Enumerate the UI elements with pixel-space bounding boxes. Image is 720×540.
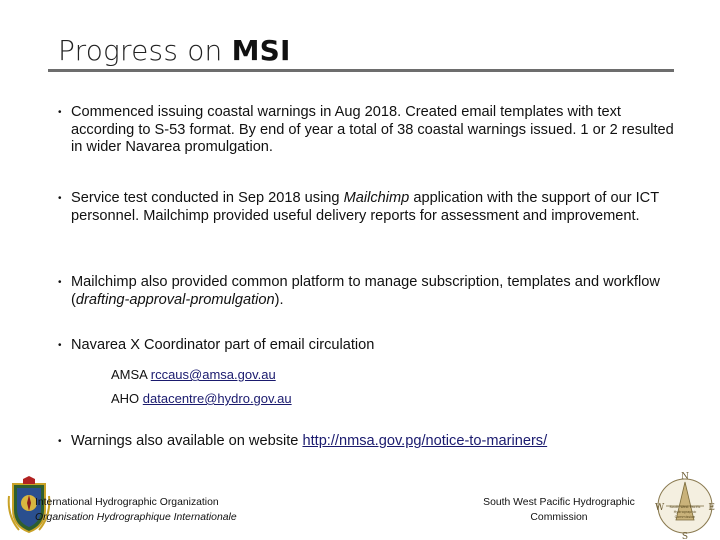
bullet-3-text-b: ). <box>274 291 284 308</box>
compass-n: N <box>681 472 689 482</box>
website-link[interactable]: http://nmsa.gov.pg/notice-to-mariners/ <box>302 433 548 449</box>
compass-e: E <box>708 503 715 513</box>
footer-iho-fr: Organisation Hydrographique Internationale <box>35 512 237 523</box>
bullet-2-text <box>71 190 678 225</box>
bullet-4-text: Navarea X Coordinator part of email circulation <box>71 337 375 353</box>
bullet-dot: • <box>58 436 62 447</box>
bullet-2-italic: Mailchimp <box>343 190 410 206</box>
title-underline <box>48 69 674 72</box>
bullet-3-text-a: Mailchimp also provided common platform to manage subscription, templates and workflow ( <box>71 274 660 308</box>
bullet-3-italic: drafting-approval-promulgation <box>75 291 275 308</box>
bullet-1 <box>58 104 678 157</box>
contact-amsa <box>111 367 276 383</box>
bullet-3-text <box>71 274 678 309</box>
logo-right-line3: Commission <box>674 515 696 519</box>
contact-amsa-org: AMSA <box>111 367 151 382</box>
logo-right-line1: South West Pacific <box>669 505 701 509</box>
bullet-2-text-b: application with the support of our ICT personnel. Mailchimp provided useful delivery reports for assessment and improvement. <box>71 190 659 224</box>
footer-swphc <box>476 495 642 525</box>
bullet-dot: • <box>58 193 62 204</box>
footer-iho <box>35 495 237 525</box>
title-bold: MSI <box>231 34 291 67</box>
bullet-2 <box>58 190 678 225</box>
contact-aho-org: AHO <box>111 391 143 406</box>
footer-swphc-line1: South West Pacific Hydrographic <box>483 497 635 508</box>
compass-s: S <box>681 532 689 540</box>
logo-right-line2: Hydrographic <box>673 510 697 514</box>
bullet-3 <box>58 274 678 309</box>
bullet-1-text: Commenced issuing coastal warnings in Aug 2018. Created email templates with text according to S-53 format. By end of year a total of 38 coastal warnings issued. 1 or 2 resulted in wider Navarea promulgation. <box>71 104 674 156</box>
bullet-2-text-a: Service test conducted in Sep 2018 using <box>71 190 344 206</box>
contact-aho-email-link[interactable]: datacentre@hydro.gov.au <box>142 391 292 406</box>
compass-w: W <box>655 503 665 513</box>
bullet-5-text <box>71 433 678 451</box>
footer-swphc-line2: Commission <box>530 512 588 523</box>
bullet-dot: • <box>58 107 62 118</box>
contact-amsa-email-link[interactable]: rccaus@amsa.gov.au <box>150 367 276 382</box>
swphc-compass-logo-icon <box>652 470 718 540</box>
bullet-5-text-a: Warnings also available on website <box>71 433 303 449</box>
bullet-4 <box>58 337 678 355</box>
slide-title <box>58 34 291 67</box>
footer-iho-en: International Hydrographic Organization <box>35 497 219 508</box>
bullet-5 <box>58 433 678 451</box>
bullet-dot: • <box>58 340 62 351</box>
contact-aho <box>111 391 292 407</box>
title-light: Progress on <box>58 34 232 67</box>
bullet-dot: • <box>58 277 62 288</box>
